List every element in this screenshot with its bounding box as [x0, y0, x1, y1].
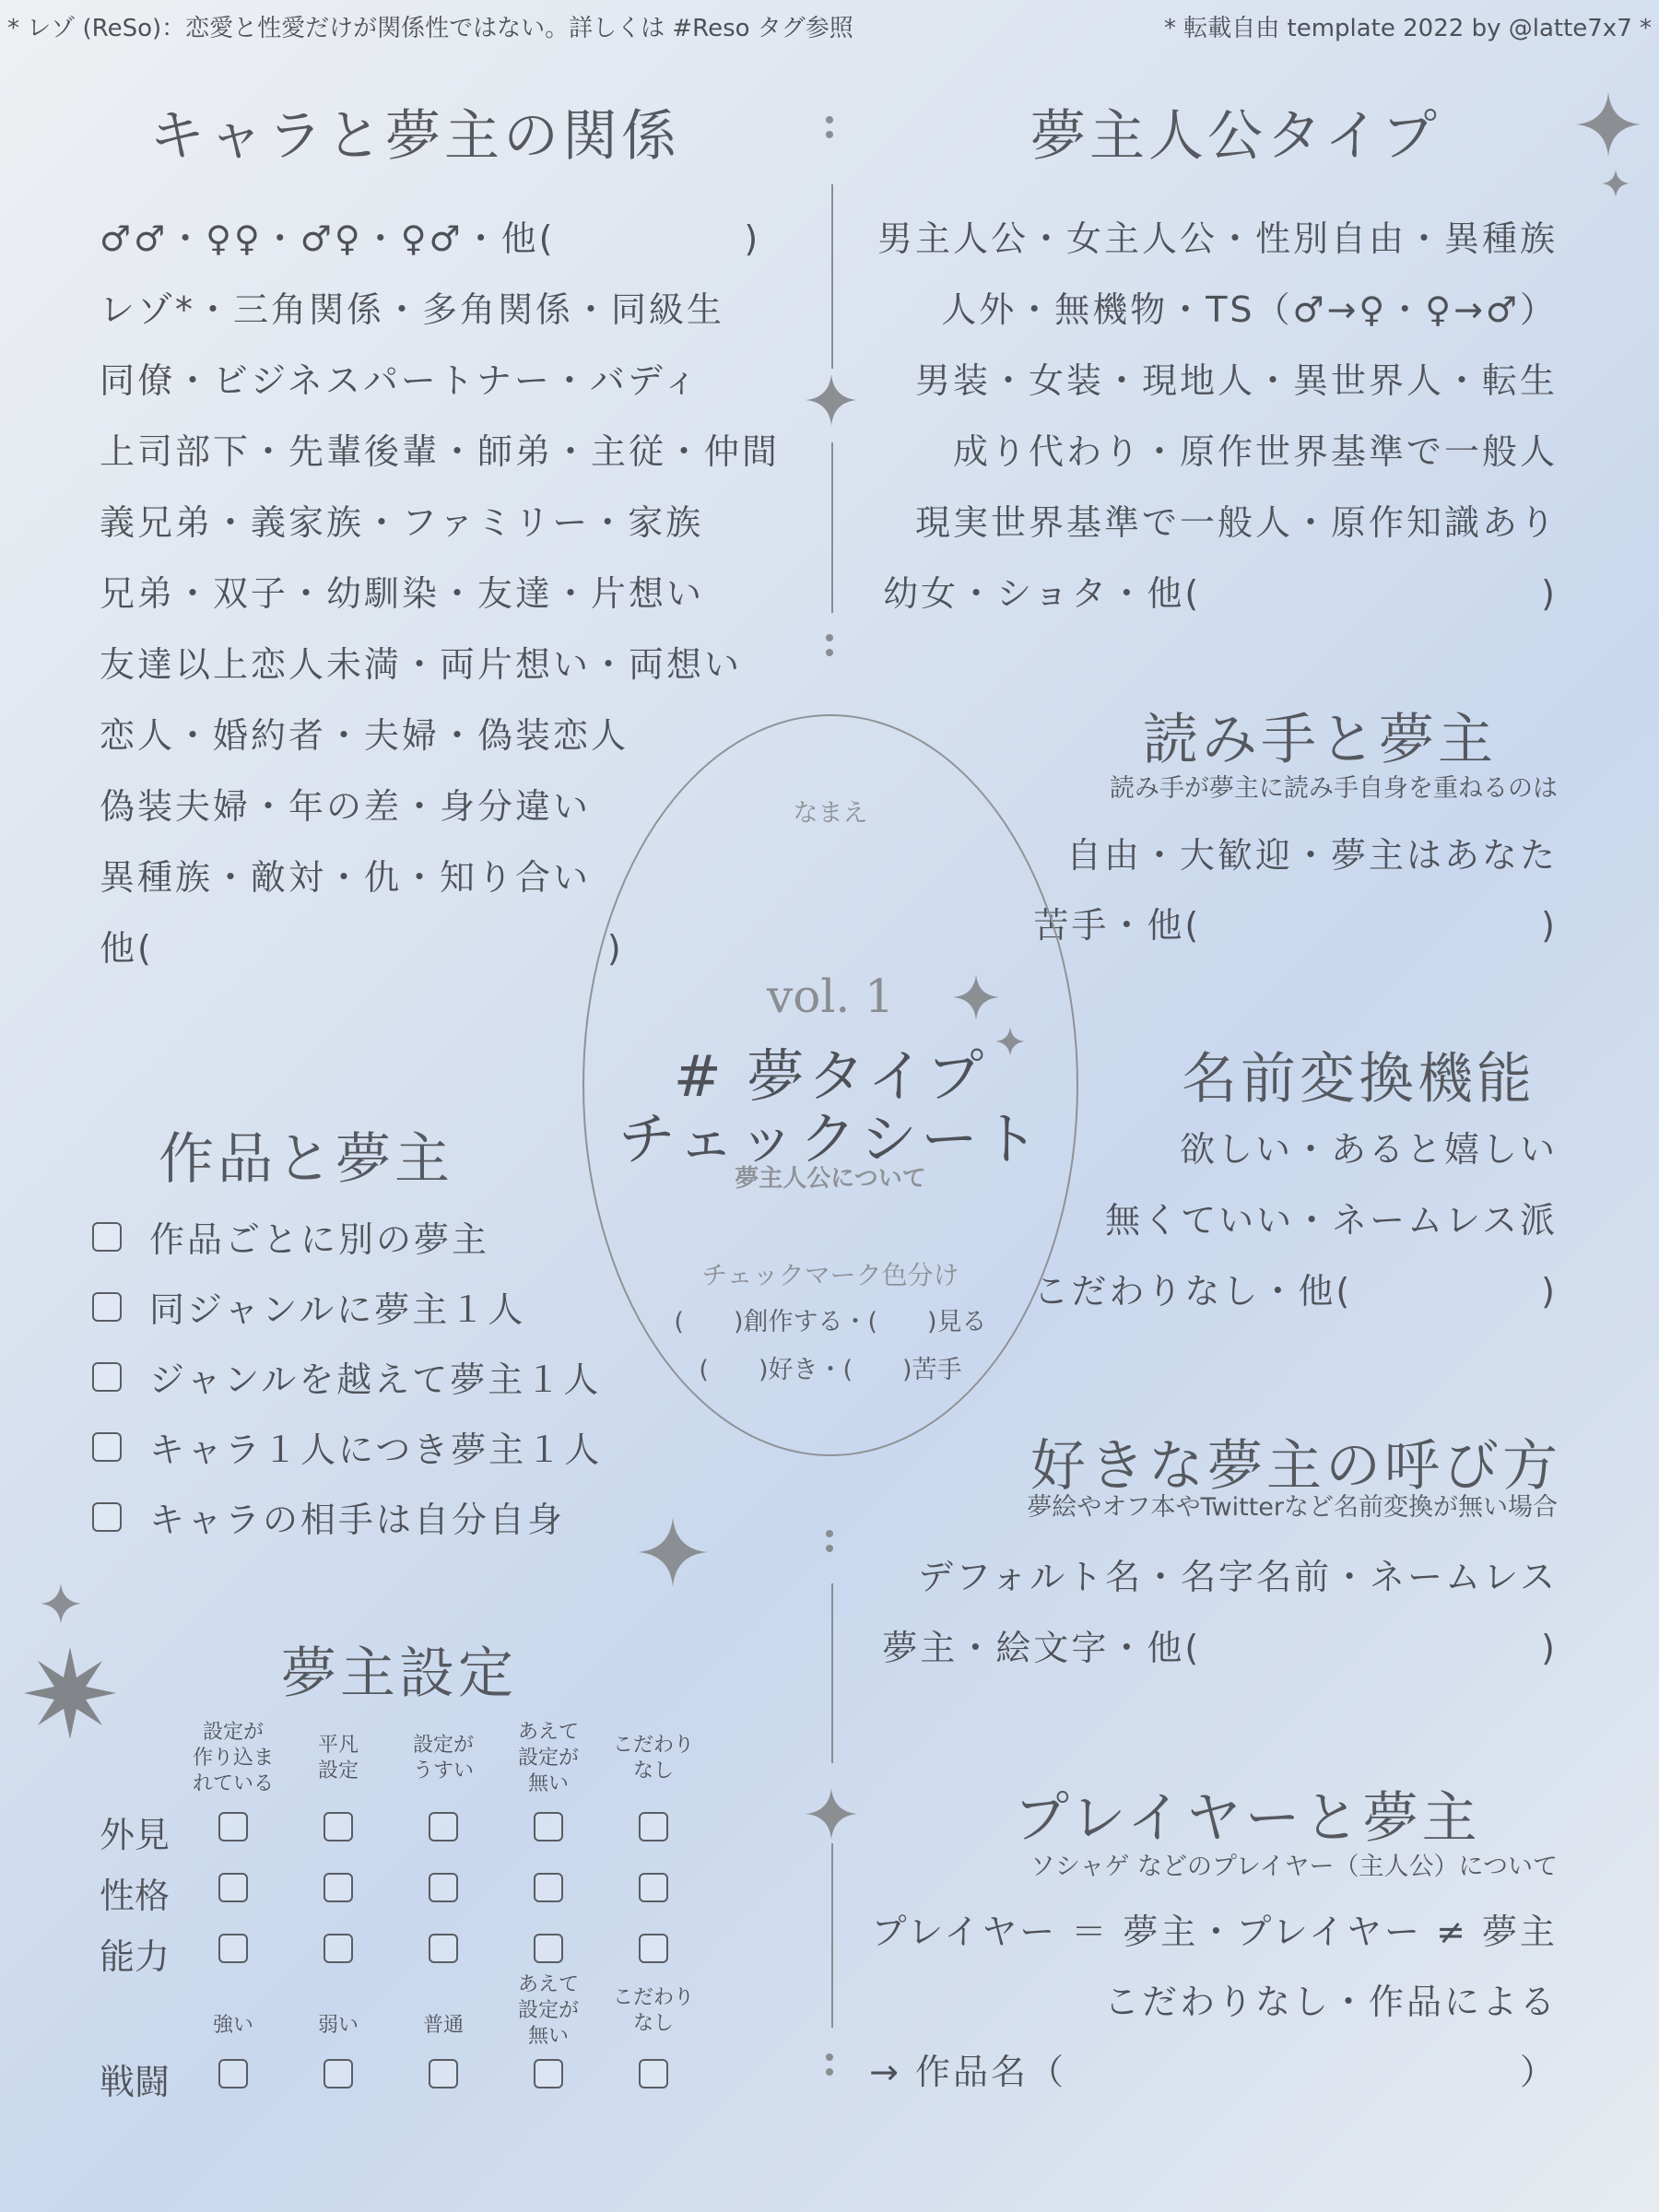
settings-title: 夢主設定 — [281, 1641, 517, 1706]
sheet-title-line2: チェックシート — [618, 1105, 1043, 1172]
sparkle-icon — [1602, 170, 1630, 197]
calling-line: デフォルト名・名字名前・ネームレス — [918, 1557, 1558, 1597]
battle-checkbox[interactable] — [429, 2059, 458, 2088]
battle-checkbox[interactable] — [639, 2059, 668, 2088]
protagonist-title: 夢主人公タイプ — [1030, 104, 1441, 169]
settings-checkbox[interactable] — [639, 1812, 668, 1841]
separator-dots — [826, 109, 835, 146]
settings-column-header: 平凡 設定 — [317, 1734, 359, 1783]
separator-dots — [826, 2046, 835, 2083]
relation-line: 異種族・敵対・仇・知り合い — [100, 857, 592, 898]
relation-line: 同僚・ビジネスパートナー・バディ — [100, 360, 700, 401]
works-checkbox[interactable] — [92, 1432, 122, 1462]
settings-column-header: あえて 設定が 無い — [517, 1721, 579, 1795]
protagonist-line: 成り代わり・原作世界基準で一般人 — [952, 431, 1558, 472]
settings-checkbox[interactable] — [639, 1873, 668, 1902]
volume-label: vol. 1 — [767, 970, 894, 1023]
sparkle-icon — [41, 1583, 81, 1624]
settings-checkbox[interactable] — [429, 1812, 458, 1841]
battle-checkbox[interactable] — [534, 2059, 563, 2088]
sparkle-icon — [806, 374, 857, 426]
sparkle-icon — [638, 1517, 708, 1587]
protagonist-line: 現実世界基準で一般人・原作知識あり — [914, 502, 1558, 543]
player-line: こだわりなし・作品による — [1103, 1982, 1558, 2022]
separator-dots — [826, 627, 835, 664]
settings-checkbox[interactable] — [324, 1812, 353, 1841]
color-code-line: ( )好き・( )苦手 — [699, 1356, 962, 1384]
settings-checkbox[interactable] — [218, 1873, 248, 1902]
player-title: プレイヤーと夢主 — [1014, 1786, 1481, 1851]
relation-line: 義兄弟・義家族・ファミリー・家族 — [100, 502, 704, 543]
settings-checkbox[interactable] — [324, 1934, 353, 1963]
sheet-title-line1: # 夢タイプ — [673, 1042, 988, 1110]
sparkle-icon — [995, 1027, 1025, 1056]
color-code-line: ( )創作する・( )見る — [674, 1308, 987, 1336]
reader-subtitle: 読み手が夢主に読み手自身を重ねるのは — [1110, 774, 1558, 803]
works-item-label: キャラの相手は自分自身 — [149, 1500, 566, 1540]
settings-checkbox[interactable] — [534, 1812, 563, 1841]
starburst-icon — [24, 1647, 116, 1739]
works-title: 作品と夢主 — [159, 1127, 453, 1192]
relation-line: 恋人・婚約者・夫婦・偽装恋人 — [100, 715, 629, 756]
settings-checkbox[interactable] — [429, 1873, 458, 1902]
separator-line — [831, 1843, 833, 2028]
settings-row-label: 能力 — [100, 1936, 171, 1977]
settings-column-header: 設定が 作り込ま れている — [192, 1721, 274, 1795]
battle-column-header: 普通 — [422, 2014, 464, 2037]
battle-checkbox[interactable] — [218, 2059, 248, 2088]
relation-line: 偽装夫婦・年の差・身分違い — [100, 786, 592, 827]
calling-subtitle: 夢絵やオフ本やTwitterなど名前変換が無い場合 — [1027, 1493, 1558, 1522]
player-subtitle: ソシャゲ などのプレイヤー（主人公）について — [1030, 1853, 1558, 1881]
battle-column-header: こだわり なし — [612, 1986, 694, 2035]
battle-column-header: あえて 設定が 無い — [517, 1973, 579, 2048]
works-checkbox[interactable] — [92, 1362, 122, 1392]
works-item[interactable] — [92, 1281, 525, 1332]
name-conversion-line: こだわりなし・他( ) — [1033, 1271, 1558, 1312]
player-line: プレイヤー ＝ 夢主・プレイヤー ≠ 夢主 — [871, 1912, 1558, 1952]
settings-checkbox[interactable] — [534, 1873, 563, 1902]
settings-checkbox[interactable] — [218, 1812, 248, 1841]
settings-row-label: 外見 — [100, 1815, 171, 1855]
works-item[interactable] — [92, 1421, 602, 1472]
relation-line: レゾ*・三角関係・多角関係・同級生 — [100, 289, 725, 330]
name-conversion-line: 欲しい・あると嬉しい — [1179, 1129, 1558, 1170]
works-checkbox[interactable] — [92, 1222, 122, 1252]
protagonist-line: 男装・女装・現地人・異世界人・転生 — [914, 360, 1558, 401]
separator-line — [831, 1583, 833, 1763]
name-conversion-line: 無くていい・ネームレス派 — [1105, 1200, 1558, 1241]
protagonist-line: 幼女・ショタ・他( ) — [883, 573, 1558, 614]
player-line: → 作品名（ ） — [869, 2052, 1558, 2092]
separator-line — [831, 184, 833, 369]
reader-line: 苦手・他( ) — [1033, 905, 1558, 946]
separator-line — [831, 442, 833, 613]
protagonist-line: 男主人公・女主人公・性別自由・異種族 — [877, 218, 1558, 259]
credit-note: * 転載自由 template 2022 by @latte7x7 * — [1163, 15, 1652, 42]
works-item[interactable] — [92, 1351, 601, 1402]
sparkle-icon — [806, 1788, 857, 1840]
works-item-label: 同ジャンルに夢主１人 — [149, 1289, 526, 1330]
calling-line: 夢主・絵文字・他( ) — [882, 1628, 1558, 1668]
sparkle-icon — [1576, 92, 1641, 157]
settings-column-header: こだわり なし — [612, 1734, 694, 1783]
works-checkbox[interactable] — [92, 1502, 122, 1532]
relation-line: 上司部下・先輩後輩・師弟・主従・仲間 — [100, 431, 781, 472]
works-item-label: キャラ１人につき夢主１人 — [149, 1430, 603, 1470]
reader-line: 自由・大歓迎・夢主はあなた — [1065, 835, 1558, 876]
battle-column-header: 強い — [212, 2014, 253, 2037]
separator-dots — [826, 1523, 835, 1559]
color-code-title: チェックマーク色分け — [701, 1260, 959, 1290]
battle-checkbox[interactable] — [324, 2059, 353, 2088]
relation-line: ♂♂・♀♀・♂♀・♀♂・他( ) — [100, 218, 761, 259]
works-item[interactable] — [92, 1211, 489, 1262]
settings-checkbox[interactable] — [218, 1934, 248, 1963]
settings-column-header: 設定が うすい — [412, 1734, 474, 1783]
settings-checkbox[interactable] — [429, 1934, 458, 1963]
settings-row-label: 性格 — [100, 1876, 171, 1916]
settings-checkbox[interactable] — [534, 1934, 563, 1963]
settings-checkbox[interactable] — [324, 1873, 353, 1902]
calling-title: 好きな夢主の呼び方 — [1030, 1434, 1561, 1499]
works-checkbox[interactable] — [92, 1292, 122, 1322]
name-label: なまえ — [793, 799, 868, 828]
works-item[interactable] — [92, 1491, 565, 1542]
reso-note: * レゾ (ReSo)：恋愛と性愛だけが関係性ではない。詳しくは #Reso タグ参照 — [7, 15, 853, 42]
relation-line: 他( ) — [100, 928, 624, 969]
relation-title: キャラと夢主の関係 — [149, 104, 680, 169]
sparkle-icon — [953, 974, 999, 1020]
protagonist-line: 人外・無機物・TS（♂→♀・♀→♂） — [941, 289, 1558, 330]
relation-line: 兄弟・双子・幼馴染・友達・片想い — [100, 573, 705, 614]
relation-line: 友達以上恋人未満・両片想い・両想い — [100, 644, 743, 685]
battle-column-header: 弱い — [317, 2014, 359, 2037]
sheet-subtitle: 夢主人公について — [735, 1165, 926, 1193]
reader-title: 読み手と夢主 — [1143, 708, 1497, 772]
settings-checkbox[interactable] — [639, 1934, 668, 1963]
works-item-label: 作品ごとに別の夢主 — [149, 1219, 490, 1260]
battle-row-label: 戦闘 — [100, 2062, 171, 2102]
name-conversion-title: 名前変換機能 — [1182, 1047, 1535, 1112]
works-item-label: ジャンルを越えて夢主１人 — [149, 1359, 602, 1400]
